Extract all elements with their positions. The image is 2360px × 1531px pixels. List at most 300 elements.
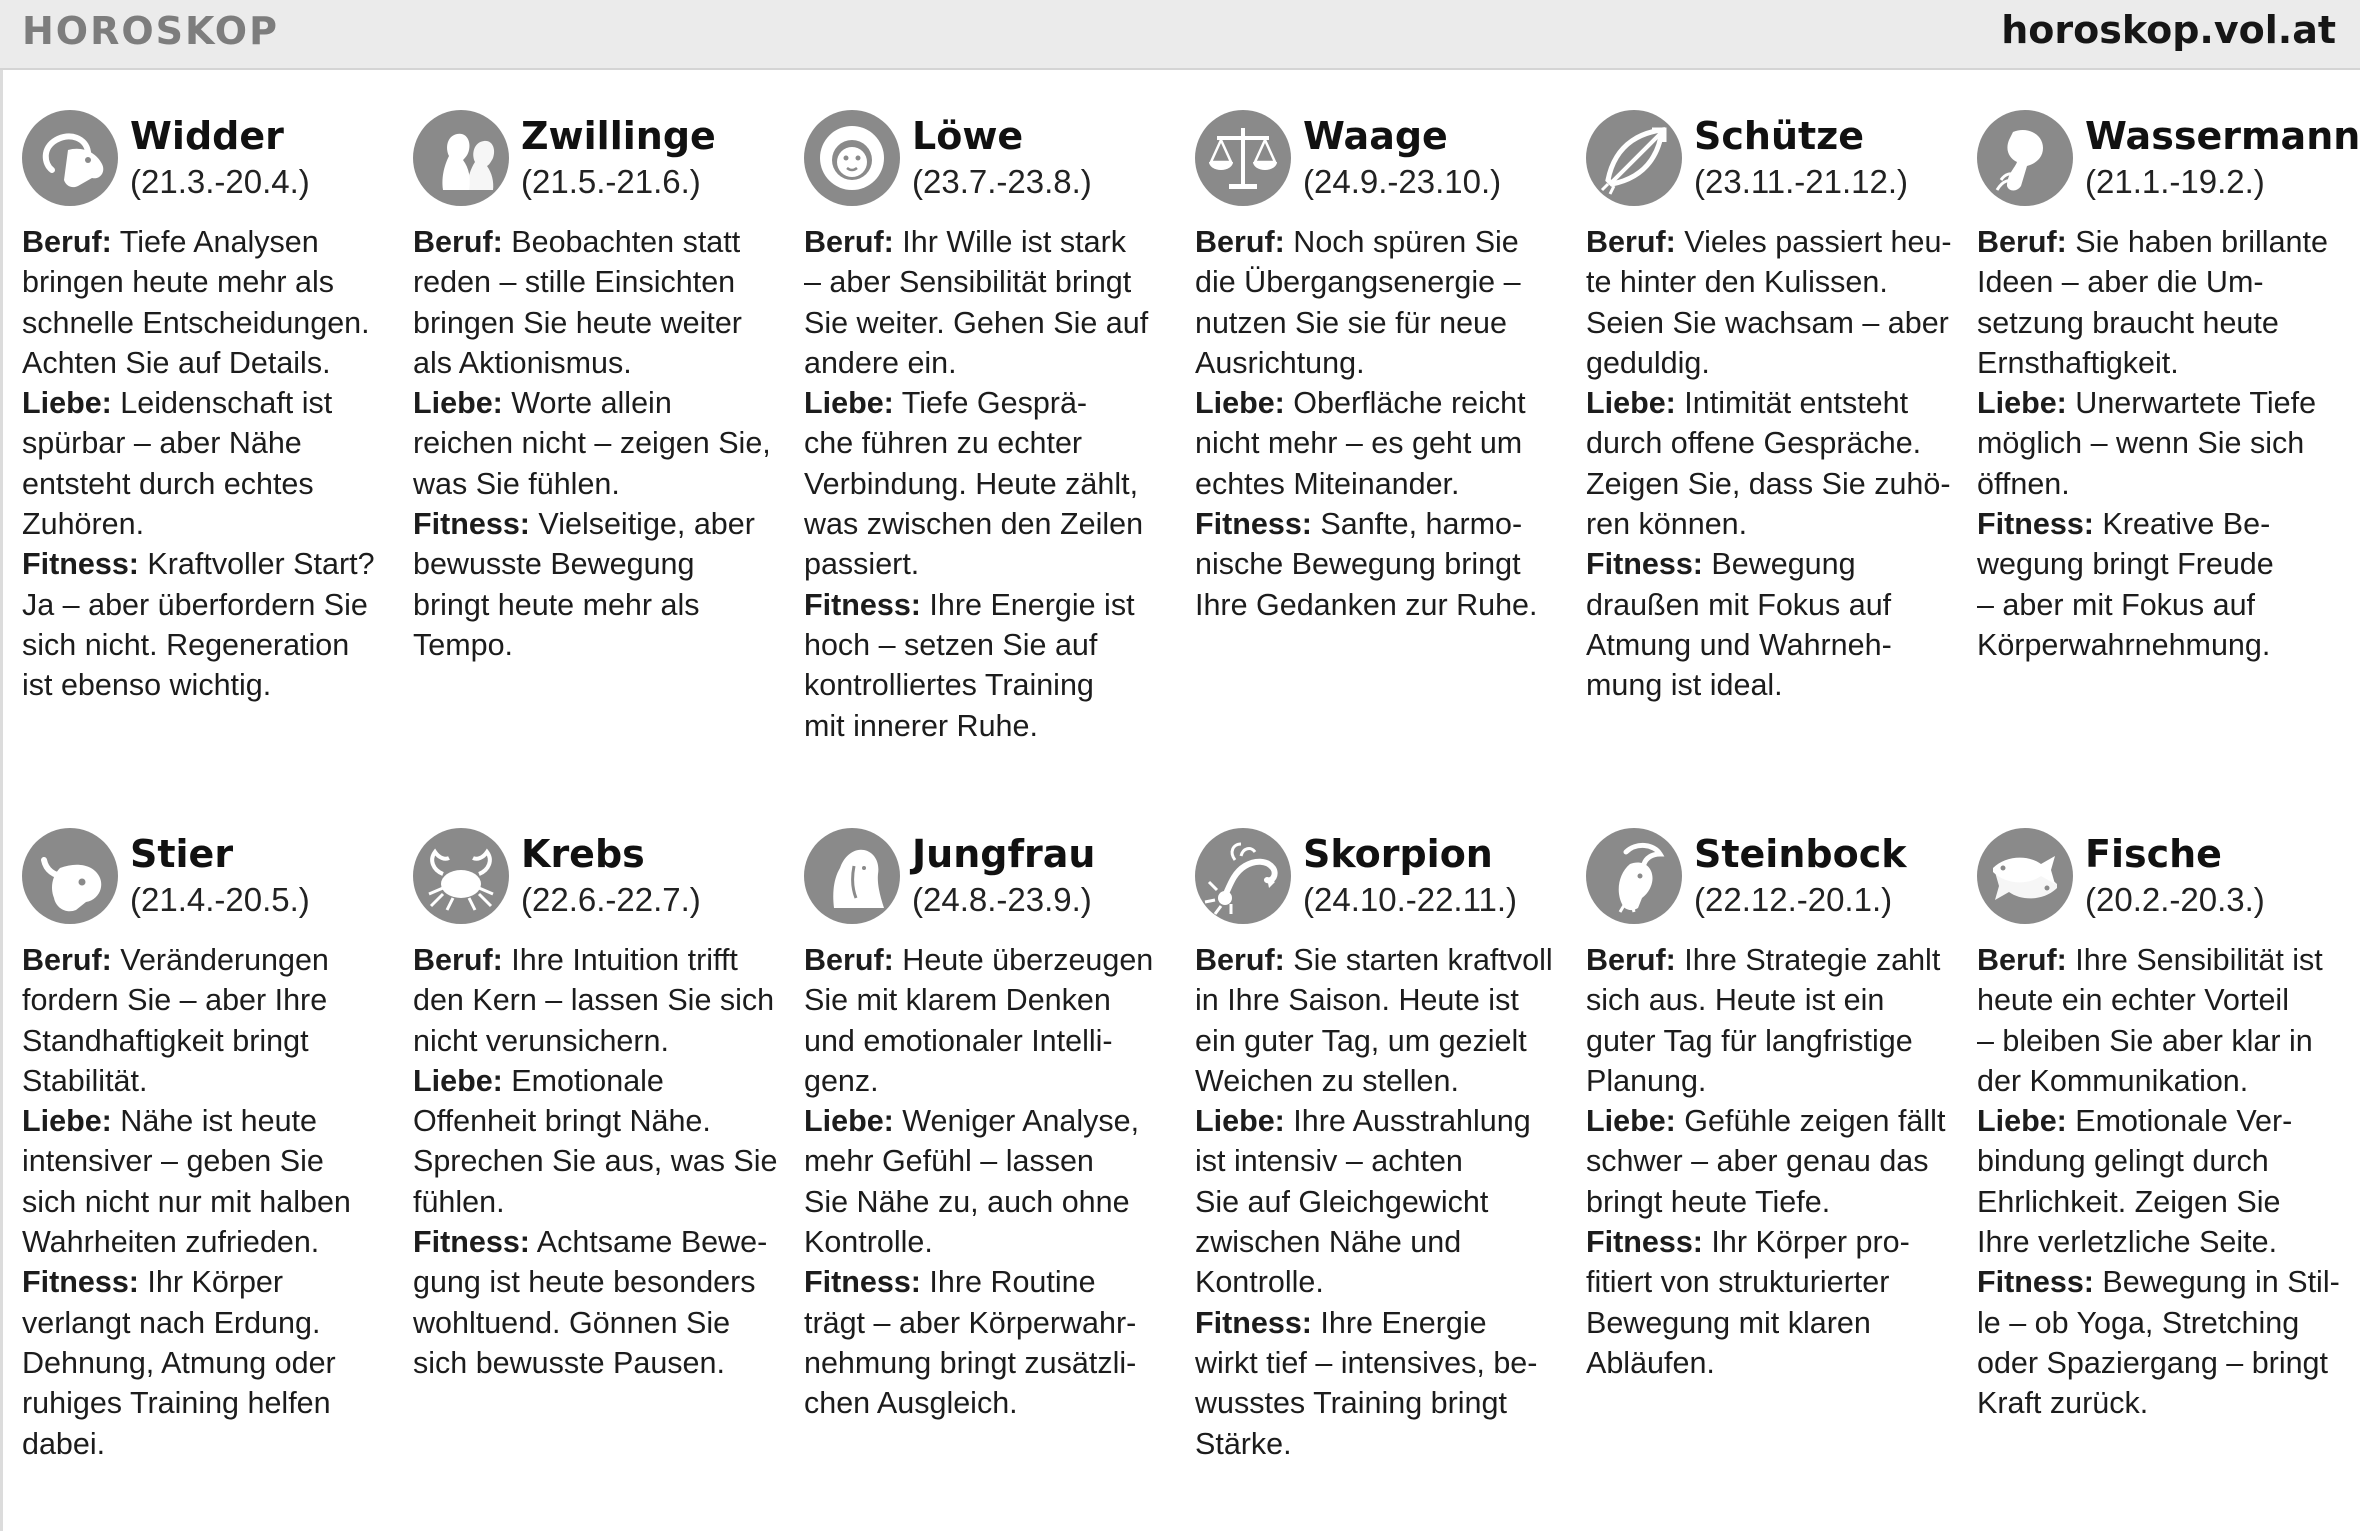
text-line [22,262,387,302]
text-line [804,940,1169,980]
line-text: Emotionale Ver- [2066,1104,2293,1139]
line-text: kontrolliertes Training [804,668,1094,703]
line-text: Stabilität. [22,1063,148,1098]
sign-header [1586,826,1951,932]
text-line [1977,464,2342,504]
text-line [413,1222,778,1262]
sign-card-fish [1977,826,2342,1424]
text-line [1195,1303,1560,1343]
text-line [804,665,1169,705]
scales-icon [1195,110,1291,206]
line-text: Abläufen. [1586,1345,1715,1380]
line-text: Bewegung mit klaren [1586,1305,1871,1340]
sign-name: Wassermann [2085,114,2360,158]
line-text: Ausrichtung. [1195,345,1365,380]
sign-header [1586,108,1951,214]
text-line [1586,1061,1951,1101]
line-text: bewusste Bewegung [413,547,695,582]
text-line [1586,262,1951,302]
line-text: Ihre Ausstrahlung [1284,1104,1531,1139]
line-text: guter Tag für langfristige [1586,1023,1913,1058]
line-text: Sie starten kraftvoll [1284,943,1553,977]
line-text: wegung bringt Freude [1977,547,2274,582]
line-text: Vieles passiert heu- [1675,225,1952,259]
line-text: echtes Miteinander. [1195,466,1460,501]
text-line [22,1424,387,1464]
text-line [804,1182,1169,1222]
line-text: Ihre Gedanken zur Ruhe. [1195,587,1538,622]
line-text: Ihr Wille ist stark [893,225,1126,259]
category-label: Fitness: [1977,1265,2094,1300]
text-line [413,423,778,463]
text-line [22,343,387,383]
text-line [22,1262,387,1302]
text-line [22,303,387,343]
text-line [804,1141,1169,1181]
line-text: Ihre Routine [920,1265,1096,1300]
line-text: wusstes Training bringt [1195,1386,1507,1421]
text-line [1195,1383,1560,1423]
line-text: Veränderungen [111,943,329,977]
category-label: Beruf: [413,225,503,259]
text-line [22,504,387,544]
text-line [413,1182,778,1222]
sign-card-water-bearer [1977,108,2360,665]
line-text: Zuhören. [22,507,145,542]
line-text: bringt heute Tiefe. [1586,1184,1831,1219]
sign-name: Widder [130,114,284,158]
text-line [804,585,1169,625]
text-line [804,262,1169,302]
sign-dates: (21.1.-19.2.) [2085,163,2265,200]
line-text: – aber mit Fokus auf [1977,587,2256,622]
category-label: Beruf: [22,225,112,259]
line-text: Standhaftigkeit bringt [22,1023,309,1058]
text-line [1195,262,1560,302]
category-label: Fitness: [1195,507,1312,542]
line-text: zwischen Nähe und [1195,1225,1462,1260]
fish-icon [1977,828,2073,924]
line-text: Weichen zu stellen. [1195,1063,1459,1098]
sign-card-scales [1195,108,1560,625]
line-text: Sie weiter. Gehen Sie auf [804,305,1149,340]
text-line [22,383,387,423]
site-link[interactable]: horoskop.vol.at [2001,8,2336,52]
category-label: Beruf: [1195,943,1285,977]
text-line [413,1061,778,1101]
text-line [1195,222,1560,262]
sign-name: Fische [2085,832,2222,876]
text-line [804,464,1169,504]
line-text: nicht verunsichern. [413,1023,669,1058]
line-text: Bewegung in Stil- [2093,1265,2340,1300]
text-line [1195,1182,1560,1222]
sign-header [22,826,387,932]
line-text: wohltuend. Gönnen Sie [413,1305,731,1340]
line-text: Zeigen Sie, dass Sie zuhö- [1586,466,1951,501]
text-line [22,1061,387,1101]
text-line [1977,980,2342,1020]
category-label: Liebe: [1977,386,2067,421]
sign-dates: (23.7.-23.8.) [912,163,1092,200]
archer-icon [1586,110,1682,206]
text-line [1977,504,2342,544]
category-label: Liebe: [413,386,503,421]
text-line [1586,343,1951,383]
category-label: Liebe: [1977,1104,2067,1139]
sign-card-crab [413,826,778,1383]
line-text: schnelle Entscheidungen. [22,305,370,340]
text-line [22,980,387,1020]
sign-card-ibex [1586,826,1951,1383]
category-label: Liebe: [804,1104,894,1139]
text-line [1195,1424,1560,1464]
sign-header [413,826,778,932]
text-line [1586,625,1951,665]
line-text: der Kommunikation. [1977,1063,2249,1098]
sign-header [1977,826,2342,932]
line-text: Ja – aber überfordern Sie [22,587,368,622]
text-line [1195,303,1560,343]
line-text: was zwischen den Zeilen [804,507,1144,542]
text-line [1977,1021,2342,1061]
text-line [413,504,778,544]
line-text: Kraft zurück. [1977,1386,2149,1421]
sign-header [1977,108,2360,214]
line-text: ren können. [1586,507,1748,542]
text-line [1977,1343,2342,1383]
text-line [22,1383,387,1423]
sign-card-twins [413,108,778,665]
sign-dates: (21.4.-20.5.) [130,881,310,918]
line-text: schwer – aber genau das [1586,1144,1929,1179]
category-label: Fitness: [1195,1305,1312,1340]
section-title: HOROSKOP [22,9,279,53]
sign-name: Waage [1303,114,1448,158]
text-line [22,1021,387,1061]
line-text: Kontrolle. [1195,1265,1324,1300]
text-line [804,544,1169,584]
text-line [1195,383,1560,423]
line-text: ist intensiv – achten [1195,1144,1463,1179]
line-text: öffnen. [1977,466,2070,501]
line-text: draußen mit Fokus auf [1586,587,1892,622]
text-line [1195,1262,1560,1302]
text-line [804,1383,1169,1423]
sign-text [1977,222,2342,665]
line-text: Planung. [1586,1063,1707,1098]
line-text: Sie haben brillante [2066,225,2328,259]
line-text: und emotionaler Intelli- [804,1023,1113,1058]
line-text: Kontrolle. [804,1225,933,1260]
text-line [1586,585,1951,625]
sign-header [804,826,1169,932]
text-line [1195,1141,1560,1181]
text-line [804,303,1169,343]
category-label: Fitness: [413,507,530,542]
text-line [1195,585,1560,625]
text-line [413,1303,778,1343]
sign-card-ram [22,108,387,706]
text-line [1586,1303,1951,1343]
category-label: Beruf: [1586,225,1676,259]
line-text: hoch – setzen Sie auf [804,627,1098,662]
line-text: Ihre Strategie zahlt [1675,943,1941,977]
text-line [22,1303,387,1343]
text-line [1195,544,1560,584]
sign-dates: (22.6.-22.7.) [521,881,701,918]
text-line [413,940,778,980]
text-line [413,464,778,504]
category-label: Beruf: [804,225,894,259]
line-text: Worte allein [502,386,672,421]
text-line [22,423,387,463]
line-text: Seien Sie wachsam – aber [1586,305,1949,340]
line-text: Nähe ist heute [111,1104,317,1139]
category-label: Liebe: [22,386,112,421]
sign-dates: (24.10.-22.11.) [1303,881,1518,918]
bull-icon [22,828,118,924]
line-text: te hinter den Kulissen. [1586,265,1888,300]
line-text: bringt heute mehr als [413,587,700,622]
text-line [22,222,387,262]
text-line [22,1141,387,1181]
text-line [1586,665,1951,705]
text-line [413,1021,778,1061]
line-text: fühlen. [413,1184,505,1219]
category-label: Beruf: [1977,225,2067,259]
category-label: Beruf: [1586,943,1676,977]
category-label: Fitness: [1977,507,2094,542]
text-line [413,1101,778,1141]
text-line [1977,1101,2342,1141]
text-line [1977,544,2342,584]
text-line [1586,423,1951,463]
category-label: Fitness: [804,1265,921,1300]
line-text: was Sie fühlen. [413,466,620,501]
text-line [1977,1141,2342,1181]
line-text: bringen Sie heute weiter [413,305,742,340]
sign-name: Steinbock [1694,832,1907,876]
sign-dates: (21.5.-21.6.) [521,163,701,200]
sign-text [22,222,387,706]
category-label: Liebe: [1586,386,1676,421]
line-text: mehr Gefühl – lassen [804,1144,1094,1179]
frame-border [0,70,3,1531]
text-line [1195,343,1560,383]
sign-dates: (24.9.-23.10.) [1303,163,1502,200]
line-text: fordern Sie – aber Ihre [22,983,328,1018]
sign-dates: (20.2.-20.3.) [2085,881,2265,918]
line-text: Ihre Sensibilität ist [2066,943,2323,977]
line-text: sich bewusste Pausen. [413,1345,725,1380]
sign-text [1977,940,2342,1424]
line-text: Ihr Körper pro- [1702,1225,1910,1260]
line-text: nutzen Sie sie für neue [1195,305,1507,340]
text-line [1195,1222,1560,1262]
category-label: Liebe: [22,1104,112,1139]
line-text: entsteht durch echtes [22,466,314,501]
crab-icon [413,828,509,924]
category-label: Beruf: [804,943,894,977]
sign-name: Stier [130,832,234,876]
text-line [1586,1101,1951,1141]
sign-card-bull [22,826,387,1464]
line-text: le – ob Yoga, Stretching [1977,1305,2300,1340]
text-line [413,1262,778,1302]
line-text: den Kern – lassen Sie sich [413,983,775,1018]
line-text: trägt – aber Körperwahr- [804,1305,1137,1340]
line-text: sich aus. Heute ist ein [1586,983,1885,1018]
sign-name: Krebs [521,832,645,876]
category-label: Fitness: [1586,547,1703,582]
line-text: Sie auf Gleichgewicht [1195,1184,1489,1219]
line-text: Leidenschaft ist [111,386,333,421]
line-text: verlangt nach Erdung. [22,1305,321,1340]
line-text: Oberfläche reicht [1284,386,1526,421]
line-text: Gefühle zeigen fällt [1675,1104,1946,1139]
line-text: Ehrlichkeit. Zeigen Sie [1977,1184,2281,1219]
text-line [1586,383,1951,423]
line-text: geduldig. [1586,345,1710,380]
sign-card-scorpion [1195,826,1560,1464]
text-line [22,464,387,504]
sign-text [804,940,1169,1424]
sign-text [413,222,778,665]
line-text: reden – stille Einsichten [413,265,736,300]
text-line [1586,504,1951,544]
line-text: sich nicht. Regeneration [22,627,350,662]
line-text: Tiefe Gesprä- [893,386,1088,421]
sign-name: Zwillinge [521,114,716,158]
text-line [413,343,778,383]
text-line [1586,980,1951,1020]
text-line [1977,585,2342,625]
sign-name: Schütze [1694,114,1865,158]
line-text: Tiefe Analysen [111,225,319,259]
text-line [1977,1061,2342,1101]
line-text: Sanfte, harmo- [1311,507,1523,542]
line-text: Ihre verletzliche Seite. [1977,1225,2278,1260]
sign-dates: (22.12.-20.1.) [1694,881,1893,918]
line-text: Noch spüren Sie [1284,225,1519,259]
line-text: spürbar – aber Nähe [22,426,302,461]
text-line [804,980,1169,1020]
text-line [1977,343,2342,383]
category-label: Fitness: [1586,1225,1703,1260]
text-line [1195,980,1560,1020]
line-text: Dehnung, Atmung oder [22,1345,336,1380]
text-line [22,940,387,980]
line-text: wirkt tief – intensives, be- [1195,1345,1538,1380]
sign-name: Löwe [912,114,1024,158]
line-text: als Aktionismus. [413,345,632,380]
text-line [1586,303,1951,343]
line-text: gung ist heute besonders [413,1265,756,1300]
line-text: ruhiges Training helfen [22,1386,331,1421]
text-line [22,1182,387,1222]
line-text: in Ihre Saison. Heute ist [1195,983,1519,1018]
line-text: ist ebenso wichtig. [22,668,272,703]
text-line [1586,544,1951,584]
text-line [1195,1061,1560,1101]
line-text: ein guter Tag, um gezielt [1195,1023,1527,1058]
text-line [804,1262,1169,1302]
text-line [804,1303,1169,1343]
text-line [22,1343,387,1383]
line-text: die Übergangsenergie – [1195,265,1521,300]
line-text: Achten Sie auf Details. [22,345,331,380]
text-line [1195,1101,1560,1141]
text-line [1586,1182,1951,1222]
water-bearer-icon [1977,110,2073,206]
line-text: mung ist ideal. [1586,668,1783,703]
line-text: Ernsthaftigkeit. [1977,345,2179,380]
text-line [413,980,778,1020]
line-text: Beobachten statt [502,225,741,259]
text-line [804,383,1169,423]
line-text: Sie mit klarem Denken [804,983,1111,1018]
line-text: Wahrheiten zufrieden. [22,1225,320,1260]
text-line [22,625,387,665]
sign-text [1586,222,1951,706]
text-line [804,1021,1169,1061]
line-text: Bewegung [1702,547,1856,582]
line-text: sich nicht nur mit halben [22,1184,351,1219]
text-line [1977,222,2342,262]
text-line [413,383,778,423]
text-line [804,625,1169,665]
twins-icon [413,110,509,206]
line-text: nische Bewegung bringt [1195,547,1521,582]
sign-header [804,108,1169,214]
line-text: bringen heute mehr als [22,265,334,300]
sign-text [1195,222,1560,625]
text-line [413,222,778,262]
text-line [1195,1021,1560,1061]
line-text: bindung gelingt durch [1977,1144,2269,1179]
line-text: durch offene Gespräche. [1586,426,1922,461]
text-line [804,423,1169,463]
line-text: – aber Sensibilität bringt [804,265,1132,300]
text-line [22,1101,387,1141]
line-text: setzung braucht heute [1977,305,2279,340]
text-line [1586,1141,1951,1181]
category-label: Liebe: [804,386,894,421]
line-text: intensiver – geben Sie [22,1144,324,1179]
category-label: Beruf: [1977,943,2067,977]
line-text: – bleiben Sie aber klar in [1977,1023,2313,1058]
line-text: möglich – wenn Sie sich [1977,426,2305,461]
text-line [1195,1343,1560,1383]
line-text: dabei. [22,1426,106,1461]
line-text: Ideen – aber die Um- [1977,265,2264,300]
text-line [1977,1383,2342,1423]
line-text: andere ein. [804,345,957,380]
text-line [1977,1303,2342,1343]
text-line [804,1101,1169,1141]
text-line [804,706,1169,746]
line-text: Intimität entsteht [1675,386,1909,421]
text-line [1195,464,1560,504]
line-text: Emotionale [502,1063,664,1098]
line-text: Ihre Energie ist [920,587,1135,622]
ibex-icon [1586,828,1682,924]
text-line [1977,1222,2342,1262]
text-line [413,585,778,625]
ram-icon [22,110,118,206]
category-label: Liebe: [1586,1104,1676,1139]
